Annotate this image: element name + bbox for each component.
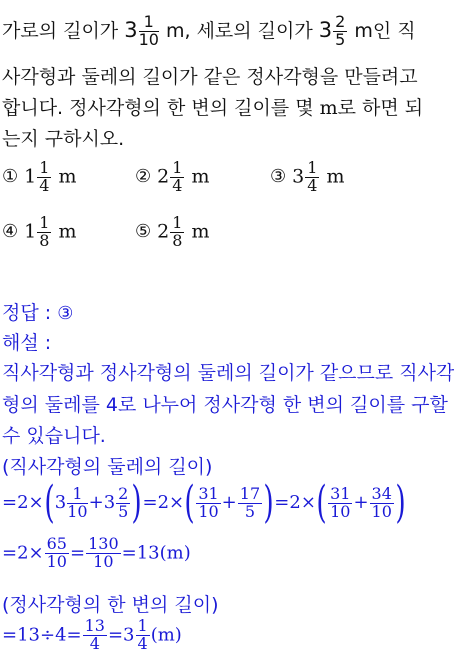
equation-perimeter: =2×(3 $\frac{1}{10}$ +3 $\frac{2}{5}$ )=2×( $\frac{31}{10}$ + $\frac{17}{5}$ )=2×( $\frac{31}{10}$ + $\frac{34}{10}$ ): [2, 477, 406, 528]
explanation-line-1: 직사각형과 정사각형의 둘레의 길이가 같으므로 직사각: [2, 362, 454, 384]
problem-line-4: 는지 구하시오.: [2, 128, 125, 150]
problem-text: m, 세로의 길이가: [159, 19, 319, 42]
equation-side-length: =13÷4= $\frac{13}{4}$ =3 $\frac{1}{4}$ (m): [2, 616, 182, 653]
choice-2[interactable]: ② 2 $\frac{1}{4}$ m: [135, 158, 210, 195]
problem-text: 가로의 길이가: [2, 19, 125, 42]
choice-4[interactable]: ④ 1 $\frac{1}{8}$ m: [2, 213, 77, 250]
explanation-sub-rect: (직사각형의 둘레의 길이): [2, 456, 213, 478]
choice-3[interactable]: ③ 3 $\frac{1}{4}$ m: [270, 158, 345, 195]
problem-line-2: 사각형과 둘레의 길이가 같은 정사각형을 만들려고: [2, 66, 418, 88]
choice-1[interactable]: ① 1 $\frac{1}{4}$ m: [2, 158, 77, 195]
mixed-whole: 3: [318, 17, 333, 42]
explanation-label: 해설 :: [2, 332, 52, 354]
fraction: $\frac{2}{5}$: [335, 12, 346, 49]
fraction: $\frac{1}{10}$: [138, 12, 159, 49]
equation-perimeter-result: =2× $\frac{65}{10}$ = $\frac{130}{10}$ =13(m): [2, 534, 191, 571]
explanation-line-2: 형의 둘레를 4로 나누어 정사각형 한 변의 길이를 구할: [2, 394, 448, 416]
mixed-whole: 3: [124, 17, 138, 42]
answer-line: 정답 : ③: [2, 302, 74, 324]
problem-text: m인 직: [348, 19, 416, 42]
explanation-sub-square: (정사각형의 한 변의 길이): [2, 594, 219, 616]
problem-line-3: 합니다. 정사각형의 한 변의 길이를 몇 m로 하면 되: [2, 97, 424, 119]
explanation-line-3: 수 있습니다.: [2, 425, 106, 447]
choice-5[interactable]: ⑤ 2 $\frac{1}{8}$ m: [135, 213, 210, 250]
problem-line-1: [2, 14, 416, 49]
